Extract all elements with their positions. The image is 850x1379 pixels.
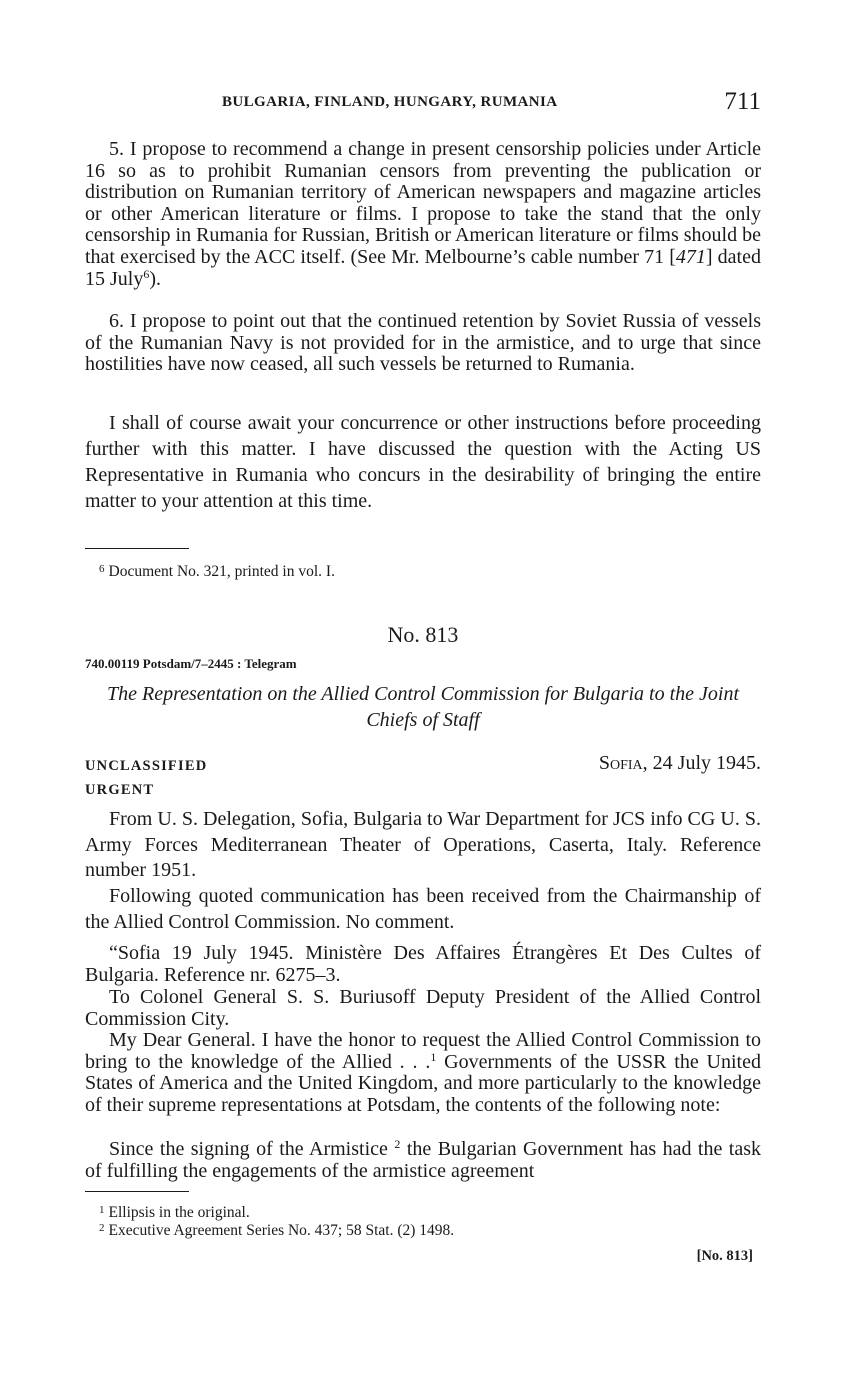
- document-title: The Representation on the Allied Control Commission for Bulgaria to the Joint Chiefs of Staff: [106, 683, 739, 731]
- quote-heading: “Sofia 19 July 1945. Ministère Des Affaires Étrangères Et Des Cultes of Bulgaria. Reference nr. 6275–3.: [85, 942, 761, 986]
- classification-label: UNCLASSIFIED: [85, 758, 208, 774]
- section-marker: [No. 813]: [696, 1248, 753, 1264]
- page-header: [85, 90, 761, 120]
- paragraph-5: 5. I propose to recommend a change in present censorship policies under Article 16 so as to prohibit Rumanian censors from preventing the publication or distribution on Rumanian territory of American newspapers and magazine articles or other American literature or films. I propose to take the stand that the only censorship in Rumania for Russian, British or American literature or films should be that exercised by the ACC itself. (See Mr. Melbourne’s cable number 71 [471] dated 15 July$^6$).: [85, 138, 761, 290]
- quote-salutation: My Dear General. I have the honor to request the Allied Control Commission to bring to the knowledge of the Allied . . .$^1$ Governments of the USSR the United States of America and the United Kingdom, and more particularly to the knowledge of their supreme representations at Potsdam, the contents of the following note:: [85, 1029, 761, 1116]
- footnote-1: $^1$ Ellipsis in the original.: [99, 1204, 250, 1221]
- running-head: BULGARIA, FINLAND, HUNGARY, RUMANIA: [222, 94, 558, 110]
- footnote-ref-1: 1: [430, 1049, 437, 1064]
- file-reference: 740.00119 Potsdam/7–2445 : Telegram: [85, 656, 297, 671]
- closing-paragraph: I shall of course await your concurrence or other instructions before proceeding further with this matter. I have discussed the question with the Acting US Representative in Rumania who concurs in the desirability of bringing the entire matter to your attention at this time.: [85, 412, 761, 512]
- page-number: 711: [724, 88, 761, 115]
- cable-reference: 471: [675, 245, 706, 268]
- telegram-routing: From U. S. Delegation, Sofia, Bulgaria to War Department for JCS info CG U. S. Army Forces Mediterranean Theater of Operations, Caserta, Italy. Reference number 1951.: [85, 808, 761, 881]
- footnote-ref-2: 2: [394, 1137, 401, 1151]
- quote-addressee: To Colonel General S. S. Buriusoff Deputy President of the Allied Control Commission City.: [85, 986, 761, 1030]
- dateline: Sofia, 24 July 1945.: [598, 752, 761, 774]
- telegram-intro: Following quoted communication has been received from the Chairmanship of the Allied Control Commission. No comment.: [85, 885, 761, 933]
- urgency-label: URGENT: [85, 782, 155, 798]
- footnote-ref-6: 6: [143, 266, 150, 281]
- quote-body: Since the signing of the Armistice $^2$ the Bulgarian Government has had the task of fulfilling the engagements of the armistice agreement: [85, 1137, 762, 1182]
- footnote-rule: [85, 548, 189, 549]
- document-number: No. 813: [387, 622, 459, 647]
- footnote-rule-bottom: [85, 1191, 189, 1192]
- footnote-6: $^6$ Document No. 321, printed in vol. I.: [99, 563, 335, 580]
- paragraph-6: 6. I propose to point out that the continued retention by Soviet Russia of vessels of the Rumanian Navy is not provided for in the armistice, and to urge that since hostilities have now ceased, all such vessels be returned to Rumania.: [85, 310, 761, 376]
- footnote-2: $^2$ Executive Agreement Series No. 437; 58 Stat. (2) 1498.: [99, 1222, 455, 1239]
